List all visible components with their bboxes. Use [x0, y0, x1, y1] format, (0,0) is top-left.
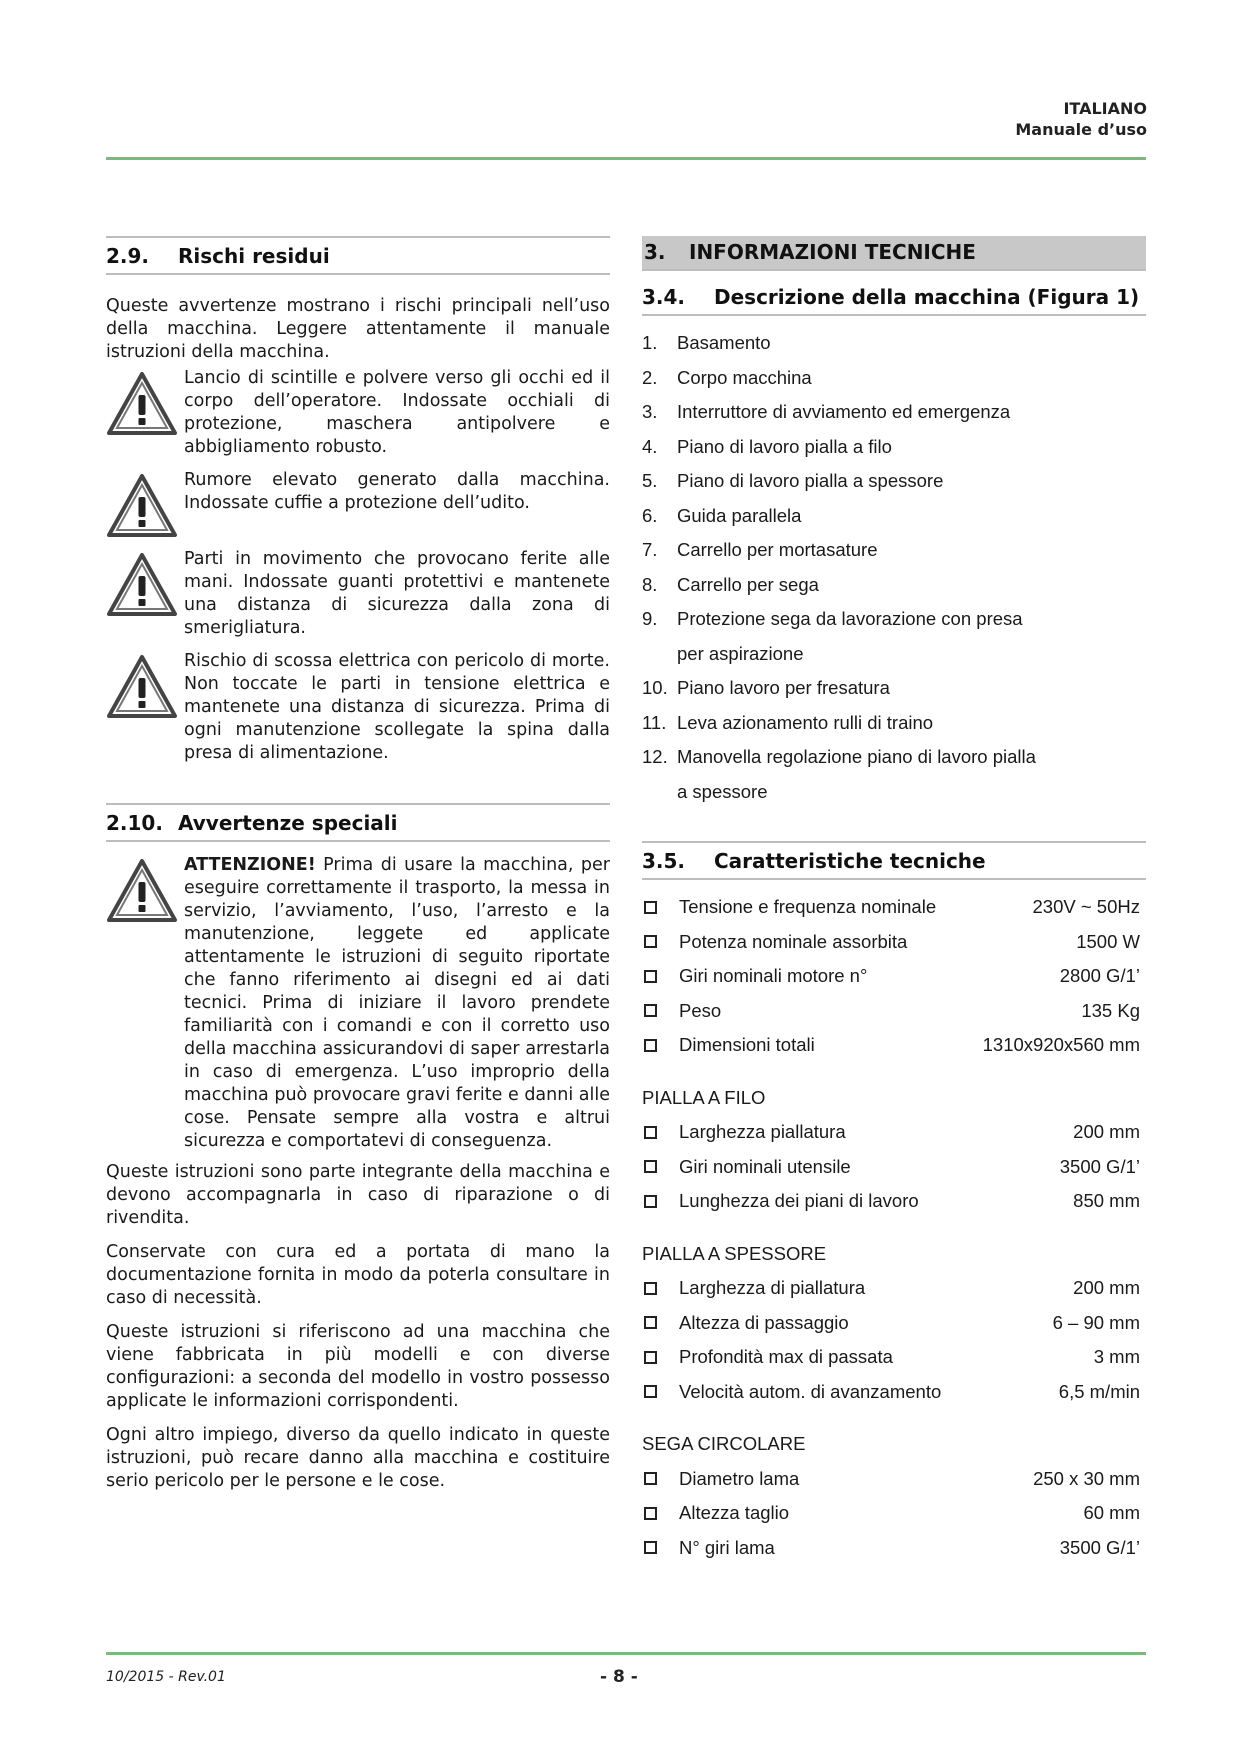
section-2-10-heading [106, 803, 610, 842]
warning-row [106, 548, 610, 640]
section-2-9-heading [106, 236, 610, 275]
list-item: 6. Guida parallela [642, 504, 802, 526]
attention-text: Prima di usare la macchina, per eseguire correttamente il trasporto, la messa in servizio, l’avviamento, l’uso, l’arresto e la manutenzione, leggete ed applicate attentamente le istruzioni di seguito riportate che fanno riferimento ai disegni ed ai dati tecnici. Prima di iniziare il lavoro prendete familiarità con i comandi e con il corretto uso della macchina assicurandovi di saper arrestarla in caso di emergenza. L’uso improprio della macchina può provocare gravi ferite e danni alle cose. Pensate sempre alla vostra e altrui sicurezza e comportatevi di conseguenza. [184, 855, 610, 1151]
list-item: 2. Corpo macchina [642, 366, 812, 388]
list-item: 8. Carrello per sega [642, 573, 819, 595]
paragraph-other-use: Ogni altro impiego, diverso da quello indicato in queste istruzioni, può recare danno alla macchina e costituire serio pericolo per le persone e le cose. [106, 1425, 610, 1491]
section-title: Caratteristiche tecniche [714, 849, 986, 873]
checkbox-icon [644, 1282, 657, 1295]
section-title: Descrizione della macchina (Figura 1) [714, 285, 1140, 309]
warning-icon [106, 858, 178, 924]
spec-general [642, 890, 1146, 1063]
warning-electric-text: Rischio di scossa elettrica con pericolo di morte. Non toccate le parti in tensione elettrica e mantenete una distanza di sicurezza. Prima di ogni manutenzione scollegate la spina dalla presa di alimentazione. [184, 651, 610, 763]
warning-icon [106, 371, 178, 437]
left-column [106, 236, 610, 1493]
attention-label: ATTENZIONE! [184, 855, 316, 875]
paragraph-keep-documentation: Conservate con cura ed a portata di mano la documentazione fornita in modo da poterla consultare in caso di necessità. [106, 1242, 610, 1308]
spec-category-title: PIALLA A SPESSORE [642, 1242, 827, 1264]
checkbox-icon [644, 1351, 657, 1364]
spec-row: Larghezza piallatura 200 mm [642, 1115, 1146, 1150]
list-item: 1. Basamento [642, 332, 771, 353]
header-language: ITALIANO [1063, 99, 1147, 118]
header-language-block [1015, 98, 1147, 140]
warning-icon [106, 654, 178, 720]
spec-sega [642, 1462, 1146, 1566]
checkbox-icon [644, 1541, 657, 1554]
header-rule [106, 157, 1146, 160]
spec-row: Potenza nominale assorbita 1500 W [642, 925, 1146, 960]
right-column [642, 236, 1146, 1565]
checkbox-icon [644, 901, 657, 914]
checkbox-icon [644, 1385, 657, 1398]
list-item: 5. Piano di lavoro pialla a spessore [642, 470, 944, 491]
spec-row: Altezza taglio 60 mm [642, 1496, 1146, 1531]
section-title: INFORMAZIONI TECNICHE [689, 240, 976, 264]
list-item: 3. Interruttore di avviamento ed emergenza [642, 401, 1011, 422]
checkbox-icon [644, 1039, 657, 1052]
list-item: 12. Manovella regolazione piano di lavoro pialla [642, 746, 1036, 767]
page-number: - 8 - [600, 1667, 638, 1687]
checkbox-icon [644, 1195, 657, 1208]
spec-spessore [642, 1271, 1146, 1409]
spec-row: Profondità max di passata 3 mm [642, 1340, 1146, 1375]
footer-rule [106, 1652, 1146, 1655]
warning-row [106, 469, 610, 545]
checkbox-icon [644, 935, 657, 948]
list-item: 4. Piano di lavoro pialla a filo [642, 435, 892, 457]
section-number: 3. [644, 240, 666, 264]
warning-icon [106, 552, 178, 618]
spec-row: Giri nominali utensile 3500 G/1’ [642, 1150, 1146, 1185]
spec-row: Peso 135 Kg [642, 994, 1146, 1029]
section-number: 3.5. [642, 849, 686, 873]
section-3-4-heading [642, 285, 1146, 316]
checkbox-icon [644, 970, 657, 983]
list-item: a spessore [677, 780, 768, 802]
spec-category-title: SEGA CIRCOLARE [642, 1433, 806, 1454]
checkbox-icon [644, 1126, 657, 1139]
spec-row: Velocità autom. di avanzamento 6,5 m/min [642, 1375, 1146, 1410]
spec-row: Diametro lama 250 x 30 mm [642, 1462, 1146, 1497]
spec-row: Larghezza di piallatura 200 mm [642, 1271, 1146, 1306]
section-number: 2.10. [106, 811, 163, 835]
warning-icon [106, 473, 178, 539]
attention-paragraph [184, 854, 610, 1153]
spec-row: Dimensioni totali 1310x920x560 mm [642, 1028, 1146, 1063]
risks-intro: Queste avvertenze mostrano i rischi principali nell’uso della macchina. Leggere attentamente il manuale istruzioni della macchina. [106, 296, 610, 362]
warning-row [106, 650, 610, 765]
spec-row: Lunghezza dei piani di lavoro 850 mm [642, 1184, 1146, 1219]
checkbox-icon [644, 1160, 657, 1173]
section-number: 2.9. [106, 244, 150, 268]
footer-date: 10/2015 - Rev.01 [106, 1669, 226, 1685]
section-title: Rischi residui [178, 244, 330, 268]
header-manual: Manuale d’uso [1015, 120, 1147, 139]
machine-parts-list [642, 326, 1146, 809]
warning-sparks-text: Lancio di scintille e polvere verso gli occhi ed il corpo dell’operatore. Indossate occhiali di protezione, maschera antipolvere e abbigliamento robusto. [184, 368, 610, 457]
spec-row: Giri nominali motore n° 2800 G/1’ [642, 959, 1146, 994]
list-item: 11. Leva azionamento rulli di traino [642, 711, 934, 733]
attention-row [106, 854, 610, 1153]
spec-filo [642, 1115, 1146, 1219]
spec-row: Tensione e frequenza nominale 230V ~ 50Hz [642, 890, 1146, 925]
list-item: 7. Carrello per mortasature [642, 539, 878, 560]
paragraph-integral-part: Queste istruzioni sono parte integrante della macchina e devono accompagnarla in caso di riparazione o di rivendita. [106, 1162, 610, 1228]
section-number: 3.4. [642, 285, 686, 309]
spec-row: N° giri lama 3500 G/1’ [642, 1531, 1146, 1566]
list-item: 10. Piano lavoro per fresatura [642, 677, 890, 698]
section-3-5-heading [642, 841, 1146, 880]
paragraph-models: Queste istruzioni si riferiscono ad una macchina che viene fabbricata in più modelli e con diverse configurazioni: a seconda del modello in vostro possesso applicate le informazioni corrispondenti. [106, 1322, 610, 1411]
warning-row [106, 367, 610, 459]
spec-row: Altezza di passaggio 6 – 90 mm [642, 1306, 1146, 1341]
checkbox-icon [644, 1316, 657, 1329]
checkbox-icon [644, 1472, 657, 1485]
warning-moving-parts-text: Parti in movimento che provocano ferite alle mani. Indossate guanti protettivi e mantenete una distanza di sicurezza dalla zona di smerigliatura. [184, 549, 610, 638]
warning-noise-text: Rumore elevato generato dalla macchina. Indossate cuffie a protezione dell’udito. [184, 470, 610, 513]
list-item: 9. Protezione sega da lavorazione con presa [642, 608, 1023, 629]
checkbox-icon [644, 1507, 657, 1520]
list-item: per aspirazione [677, 642, 804, 664]
checkbox-icon [644, 1004, 657, 1017]
spec-category-title: PIALLA A FILO [642, 1086, 766, 1108]
section-title: Avvertenze speciali [178, 811, 398, 835]
section-3-heading [642, 236, 1146, 271]
